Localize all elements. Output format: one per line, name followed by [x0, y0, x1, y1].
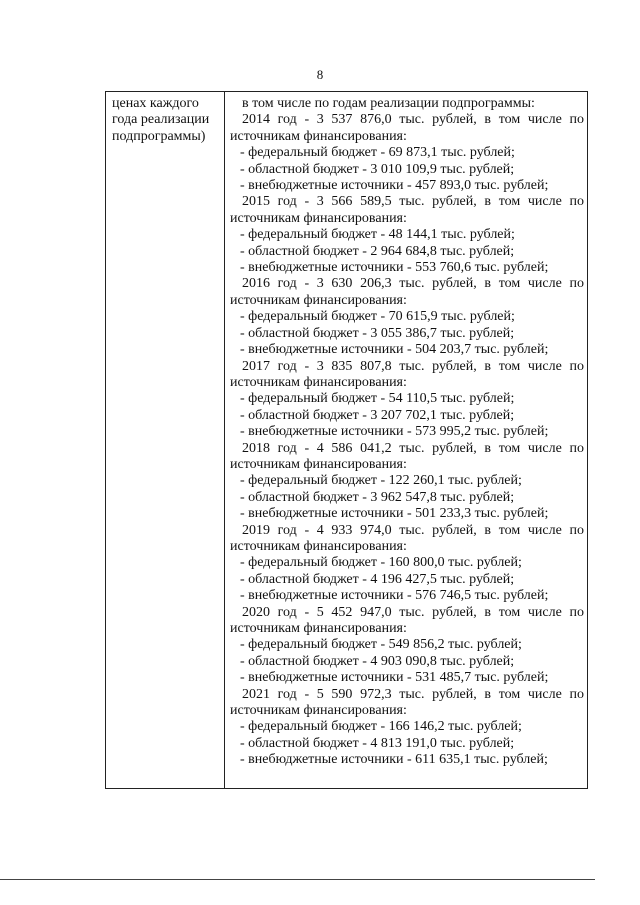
left-column: [112, 96, 222, 145]
funding-line: источникам финансирования:: [230, 374, 407, 390]
right-column: [230, 96, 584, 769]
funding-line: источникам финансирования:: [230, 538, 407, 554]
funding-line: источникам финансирования:: [230, 621, 407, 636]
funding-line: - внебюджетные источники - 611 635,1 тыс. рублей;: [240, 752, 548, 768]
funding-table: [105, 91, 588, 789]
bottom-rule: [0, 879, 595, 880]
funding-line: - областной бюджет - 3 962 547,8 тыс. рублей;: [240, 489, 515, 505]
funding-line: - внебюджетные источники - 501 233,3 тыс. рублей;: [240, 506, 549, 522]
page-number: 8: [316, 67, 324, 82]
funding-line: - федеральный бюджет - 160 800,0 тыс. рублей;: [240, 555, 522, 571]
funding-line: - внебюджетные источники - 576 746,5 тыс. рублей;: [240, 588, 549, 604]
left-line: подпрограммы): [112, 128, 206, 144]
funding-line: 2019 год - 4 933 974,0 тыс. рублей, в том числе по: [242, 522, 584, 538]
funding-line: 2015 год - 3 566 589,5 тыс. рублей, в том числе по: [242, 194, 584, 210]
funding-line: - областной бюджет - 3 010 109,9 тыс. рублей;: [240, 161, 515, 177]
funding-line: - федеральный бюджет - 549 856,2 тыс. рублей;: [240, 637, 522, 653]
funding-line: - федеральный бюджет - 122 260,1 тыс. рублей;: [240, 473, 522, 489]
funding-line: в том числе по годам реализации подпрограммы:: [242, 96, 535, 111]
funding-line: 2014 год - 3 537 876,0 тыс. рублей, в том числе по: [242, 112, 584, 128]
left-line: года реализации: [112, 112, 210, 128]
funding-line: - федеральный бюджет - 69 873,1 тыс. рублей;: [240, 145, 515, 161]
funding-line: 2020 год - 5 452 947,0 тыс. рублей, в том числе по: [242, 604, 584, 620]
column-divider: [224, 92, 225, 788]
funding-line: - федеральный бюджет - 54 110,5 тыс. рублей;: [240, 391, 515, 407]
funding-line: - внебюджетные источники - 531 485,7 тыс. рублей;: [240, 670, 549, 686]
funding-line: - федеральный бюджет - 48 144,1 тыс. рублей;: [240, 227, 515, 243]
funding-line: источникам финансирования:: [230, 703, 407, 719]
funding-line: 2017 год - 3 835 807,8 тыс. рублей, в том числе по: [242, 358, 584, 374]
funding-line: источникам финансирования:: [230, 128, 407, 144]
funding-line: - федеральный бюджет - 166 146,2 тыс. рублей;: [240, 719, 522, 735]
funding-line: - областной бюджет - 2 964 684,8 тыс. рублей;: [240, 243, 515, 259]
funding-line: - внебюджетные источники - 553 760,6 тыс. рублей;: [240, 260, 549, 276]
funding-line: 2018 год - 4 586 041,2 тыс. рублей, в том числе по: [242, 440, 584, 456]
funding-line: источникам финансирования:: [230, 456, 407, 472]
funding-line: - федеральный бюджет - 70 615,9 тыс. рублей;: [240, 309, 515, 325]
funding-line: - областной бюджет - 4 196 427,5 тыс. рублей;: [240, 571, 515, 587]
funding-line: - областной бюджет - 3 207 702,1 тыс. рублей;: [240, 407, 515, 423]
funding-line: - областной бюджет - 4 903 090,8 тыс. рублей;: [240, 653, 515, 669]
funding-line: - областной бюджет - 4 813 191,0 тыс. рублей;: [240, 735, 515, 751]
left-line: ценах каждого: [112, 96, 199, 111]
funding-line: - внебюджетные источники - 573 995,2 тыс. рублей;: [240, 424, 549, 440]
funding-line: 2016 год - 3 630 206,3 тыс. рублей, в том числе по: [242, 276, 584, 292]
funding-line: - областной бюджет - 3 055 386,7 тыс. рублей;: [240, 325, 515, 341]
funding-line: - внебюджетные источники - 504 203,7 тыс. рублей;: [240, 342, 549, 358]
funding-line: - внебюджетные источники - 457 893,0 тыс. рублей;: [240, 178, 549, 194]
funding-line: источникам финансирования:: [230, 210, 407, 226]
funding-line: источникам финансирования:: [230, 292, 407, 308]
funding-line: 2021 год - 5 590 972,3 тыс. рублей, в том числе по: [242, 686, 584, 702]
